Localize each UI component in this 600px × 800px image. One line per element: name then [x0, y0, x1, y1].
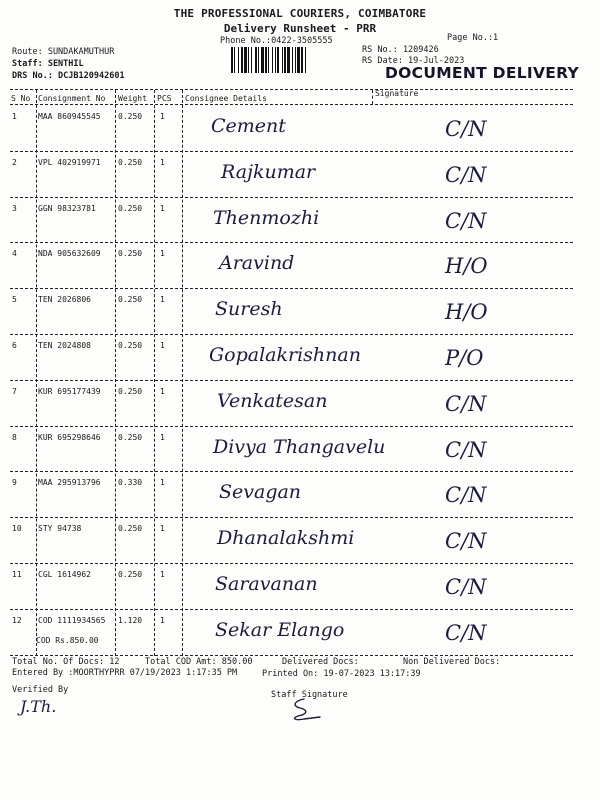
- col-sno: S No: [11, 94, 31, 103]
- header-bottom-border: [10, 104, 573, 105]
- row-signature-handwritten: C/N: [445, 575, 487, 599]
- row-pcs: 1: [160, 478, 165, 488]
- document-title: Delivery Runsheet - PRR: [223, 22, 377, 35]
- non-delivered-docs: Non Delivered Docs:: [403, 657, 501, 667]
- row-consignee-handwritten: Aravind: [219, 252, 295, 275]
- row-pcs: 1: [160, 203, 165, 213]
- row-consignment-no: NDA 905632609: [38, 249, 101, 259]
- table-top-border: [10, 89, 573, 90]
- row-signature-handwritten: C/N: [445, 483, 487, 508]
- barcode-bar: [284, 47, 286, 73]
- col-divider: [36, 90, 37, 656]
- row-consignee-handwritten: Sekar Elango: [215, 618, 345, 641]
- row-weight: 0.250: [118, 386, 143, 396]
- row-consignee-handwritten: Suresh: [215, 298, 283, 321]
- barcode-bar: [251, 47, 252, 73]
- row-consignee-handwritten: Thenmozhi: [213, 206, 320, 229]
- phone-number: Phone No.:0422-3505555: [220, 36, 333, 46]
- row-pcs: 1: [160, 341, 165, 350]
- row-sno: 2: [12, 157, 17, 167]
- barcode-bar: [234, 47, 235, 73]
- row-pcs: 1: [160, 386, 165, 396]
- row-consignment-no: VPL 402919971: [38, 157, 101, 167]
- barcode-bar: [265, 47, 267, 73]
- row-consignment-no: MAA 860945545: [38, 112, 101, 121]
- col-consignee: Consignee Details: [185, 94, 267, 103]
- row-consignment-no: CGL 1614962: [38, 570, 91, 579]
- row-sno: 11: [12, 570, 22, 579]
- row-signature-handwritten: H/O: [445, 300, 488, 325]
- row-weight: 0.330: [118, 478, 143, 488]
- row-consignment-no: KUR 695298646: [38, 432, 101, 442]
- row-consignment-no: GGN 98323781: [38, 203, 96, 213]
- row-weight: 0.250: [118, 570, 143, 579]
- row-divider: [10, 242, 573, 243]
- row-sno: 1: [12, 112, 17, 121]
- barcode: [231, 47, 353, 73]
- row-divider: [10, 609, 573, 610]
- barcode-bar: [258, 47, 259, 73]
- row-pcs: 1: [160, 112, 165, 121]
- row-divider: [10, 151, 573, 152]
- row-consignee-handwritten: Sevagan: [219, 481, 302, 504]
- row-weight: 0.250: [118, 524, 143, 534]
- barcode-bar: [297, 47, 300, 73]
- barcode-bar: [292, 47, 293, 73]
- col-divider: [182, 90, 183, 656]
- row-divider: [10, 563, 573, 564]
- barcode-bar: [268, 47, 269, 73]
- rs-date: RS Date: 19-Jul-2023: [362, 56, 465, 66]
- verified-by-label: Verified By: [12, 685, 69, 695]
- barcode-bar: [277, 47, 279, 73]
- delivered-docs: Delivered Docs:: [282, 657, 359, 667]
- row-pcs: 1: [160, 615, 165, 625]
- col-consignment: Consignment No: [38, 94, 106, 103]
- row-divider: [10, 471, 573, 472]
- rs-number: RS No.: 1209426: [362, 45, 439, 55]
- barcode-bar: [261, 47, 264, 73]
- total-cod: Total COD Amt: 850.00: [145, 657, 253, 667]
- row-consignee-handwritten: Rajkumar: [221, 160, 316, 183]
- col-signature: Signature: [375, 89, 419, 98]
- staff-label: Staff: SENTHIL: [12, 59, 84, 69]
- row-sno: 9: [12, 478, 17, 488]
- route-label: Route: SUNDAKAMUTHUR: [12, 47, 115, 57]
- row-consignee-handwritten: Venkatesan: [217, 389, 328, 412]
- document-delivery-label: DOCUMENT DELIVERY: [385, 64, 580, 82]
- row-sno: 3: [12, 203, 17, 213]
- row-sno: 7: [12, 386, 17, 396]
- entered-by: Entered By :MOORTHYPRR 07/19/2023 1:17:35 PM: [12, 668, 238, 678]
- row-divider: [10, 517, 573, 518]
- row-pcs: 1: [160, 524, 165, 534]
- row-pcs: 1: [160, 432, 165, 442]
- row-divider: [10, 380, 573, 381]
- row-signature-handwritten: C/N: [445, 117, 487, 141]
- col-pcs: PCS: [157, 94, 172, 103]
- row-cod-note: COD Rs.850.00: [36, 635, 99, 645]
- row-weight: 0.250: [118, 295, 143, 305]
- row-signature-handwritten: C/N: [445, 162, 487, 187]
- row-divider: [10, 288, 573, 289]
- row-signature-handwritten: C/N: [445, 529, 487, 554]
- row-consignee-handwritten: Saravanan: [215, 573, 318, 595]
- row-divider: [10, 426, 573, 427]
- barcode-bar: [231, 47, 233, 73]
- row-signature-handwritten: C/N: [445, 437, 487, 462]
- barcode-bar: [248, 47, 249, 73]
- col-divider: [154, 90, 155, 656]
- company-name: THE PROFESSIONAL COURIERS, COIMBATORE: [173, 7, 427, 20]
- barcode-bar: [282, 47, 283, 73]
- row-consignee-handwritten: Cement: [211, 115, 286, 137]
- page-number: Page No.:1: [447, 33, 499, 43]
- col-divider: [372, 90, 373, 104]
- row-weight: 1.120: [118, 615, 143, 625]
- row-weight: 0.250: [118, 249, 143, 259]
- row-consignment-no: TEN 2024808: [38, 341, 91, 350]
- col-weight: Weight: [118, 94, 147, 103]
- row-weight: 0.250: [118, 112, 143, 121]
- row-sno: 10: [12, 524, 22, 534]
- row-signature-handwritten: C/N: [445, 208, 487, 233]
- row-sno: 6: [12, 341, 17, 350]
- row-sno: 5: [12, 295, 17, 305]
- row-weight: 0.250: [118, 157, 143, 167]
- row-signature-handwritten: C/N: [445, 620, 487, 645]
- verifier-initials: J.Th.: [20, 697, 57, 716]
- barcode-bar: [241, 47, 243, 73]
- staff-signature-label: Staff Signature: [271, 690, 348, 700]
- row-divider: [10, 197, 573, 198]
- barcode-bar: [238, 47, 239, 73]
- row-signature-handwritten: C/N: [445, 391, 487, 416]
- row-signature-handwritten: H/O: [445, 254, 488, 279]
- col-divider: [115, 90, 116, 656]
- row-sno: 12: [12, 615, 22, 625]
- staff-signature-mark: [284, 697, 324, 723]
- barcode-bar: [255, 47, 257, 73]
- row-divider: [10, 655, 573, 656]
- barcode-bar: [305, 47, 306, 73]
- row-consignment-no: STY 94738: [38, 524, 82, 534]
- row-consignee-handwritten: Gopalakrishnan: [209, 344, 361, 366]
- row-sno: 4: [12, 249, 17, 259]
- row-pcs: 1: [160, 295, 165, 305]
- row-consignment-no: COD 1111934565: [38, 615, 106, 625]
- barcode-bar: [244, 47, 247, 73]
- barcode-bar: [287, 47, 290, 73]
- row-pcs: 1: [160, 157, 165, 167]
- total-docs: Total No. Of Docs: 12: [12, 657, 120, 667]
- row-weight: 0.250: [118, 432, 143, 442]
- row-consignment-no: TEN 2026806: [38, 295, 91, 305]
- row-pcs: 1: [160, 249, 165, 259]
- row-consignment-no: MAA 295913796: [38, 478, 101, 488]
- row-signature-handwritten: P/O: [445, 346, 484, 370]
- barcode-bar: [275, 47, 276, 73]
- barcode-bar: [301, 47, 303, 73]
- row-sno: 8: [12, 432, 17, 442]
- row-weight: 0.250: [118, 341, 143, 350]
- barcode-bar: [272, 47, 273, 73]
- row-divider: [10, 334, 573, 335]
- row-consignee-handwritten: Divya Thangavelu: [213, 435, 386, 458]
- row-weight: 0.250: [118, 203, 143, 213]
- printed-on: Printed On: 19-07-2023 13:17:39: [262, 669, 421, 679]
- barcode-bar: [295, 47, 296, 73]
- row-pcs: 1: [160, 570, 165, 579]
- drs-number: DRS No.: DCJB120942601: [12, 71, 125, 81]
- row-consignment-no: KUR 695177439: [38, 386, 101, 396]
- row-consignee-handwritten: Dhanalakshmi: [217, 527, 355, 550]
